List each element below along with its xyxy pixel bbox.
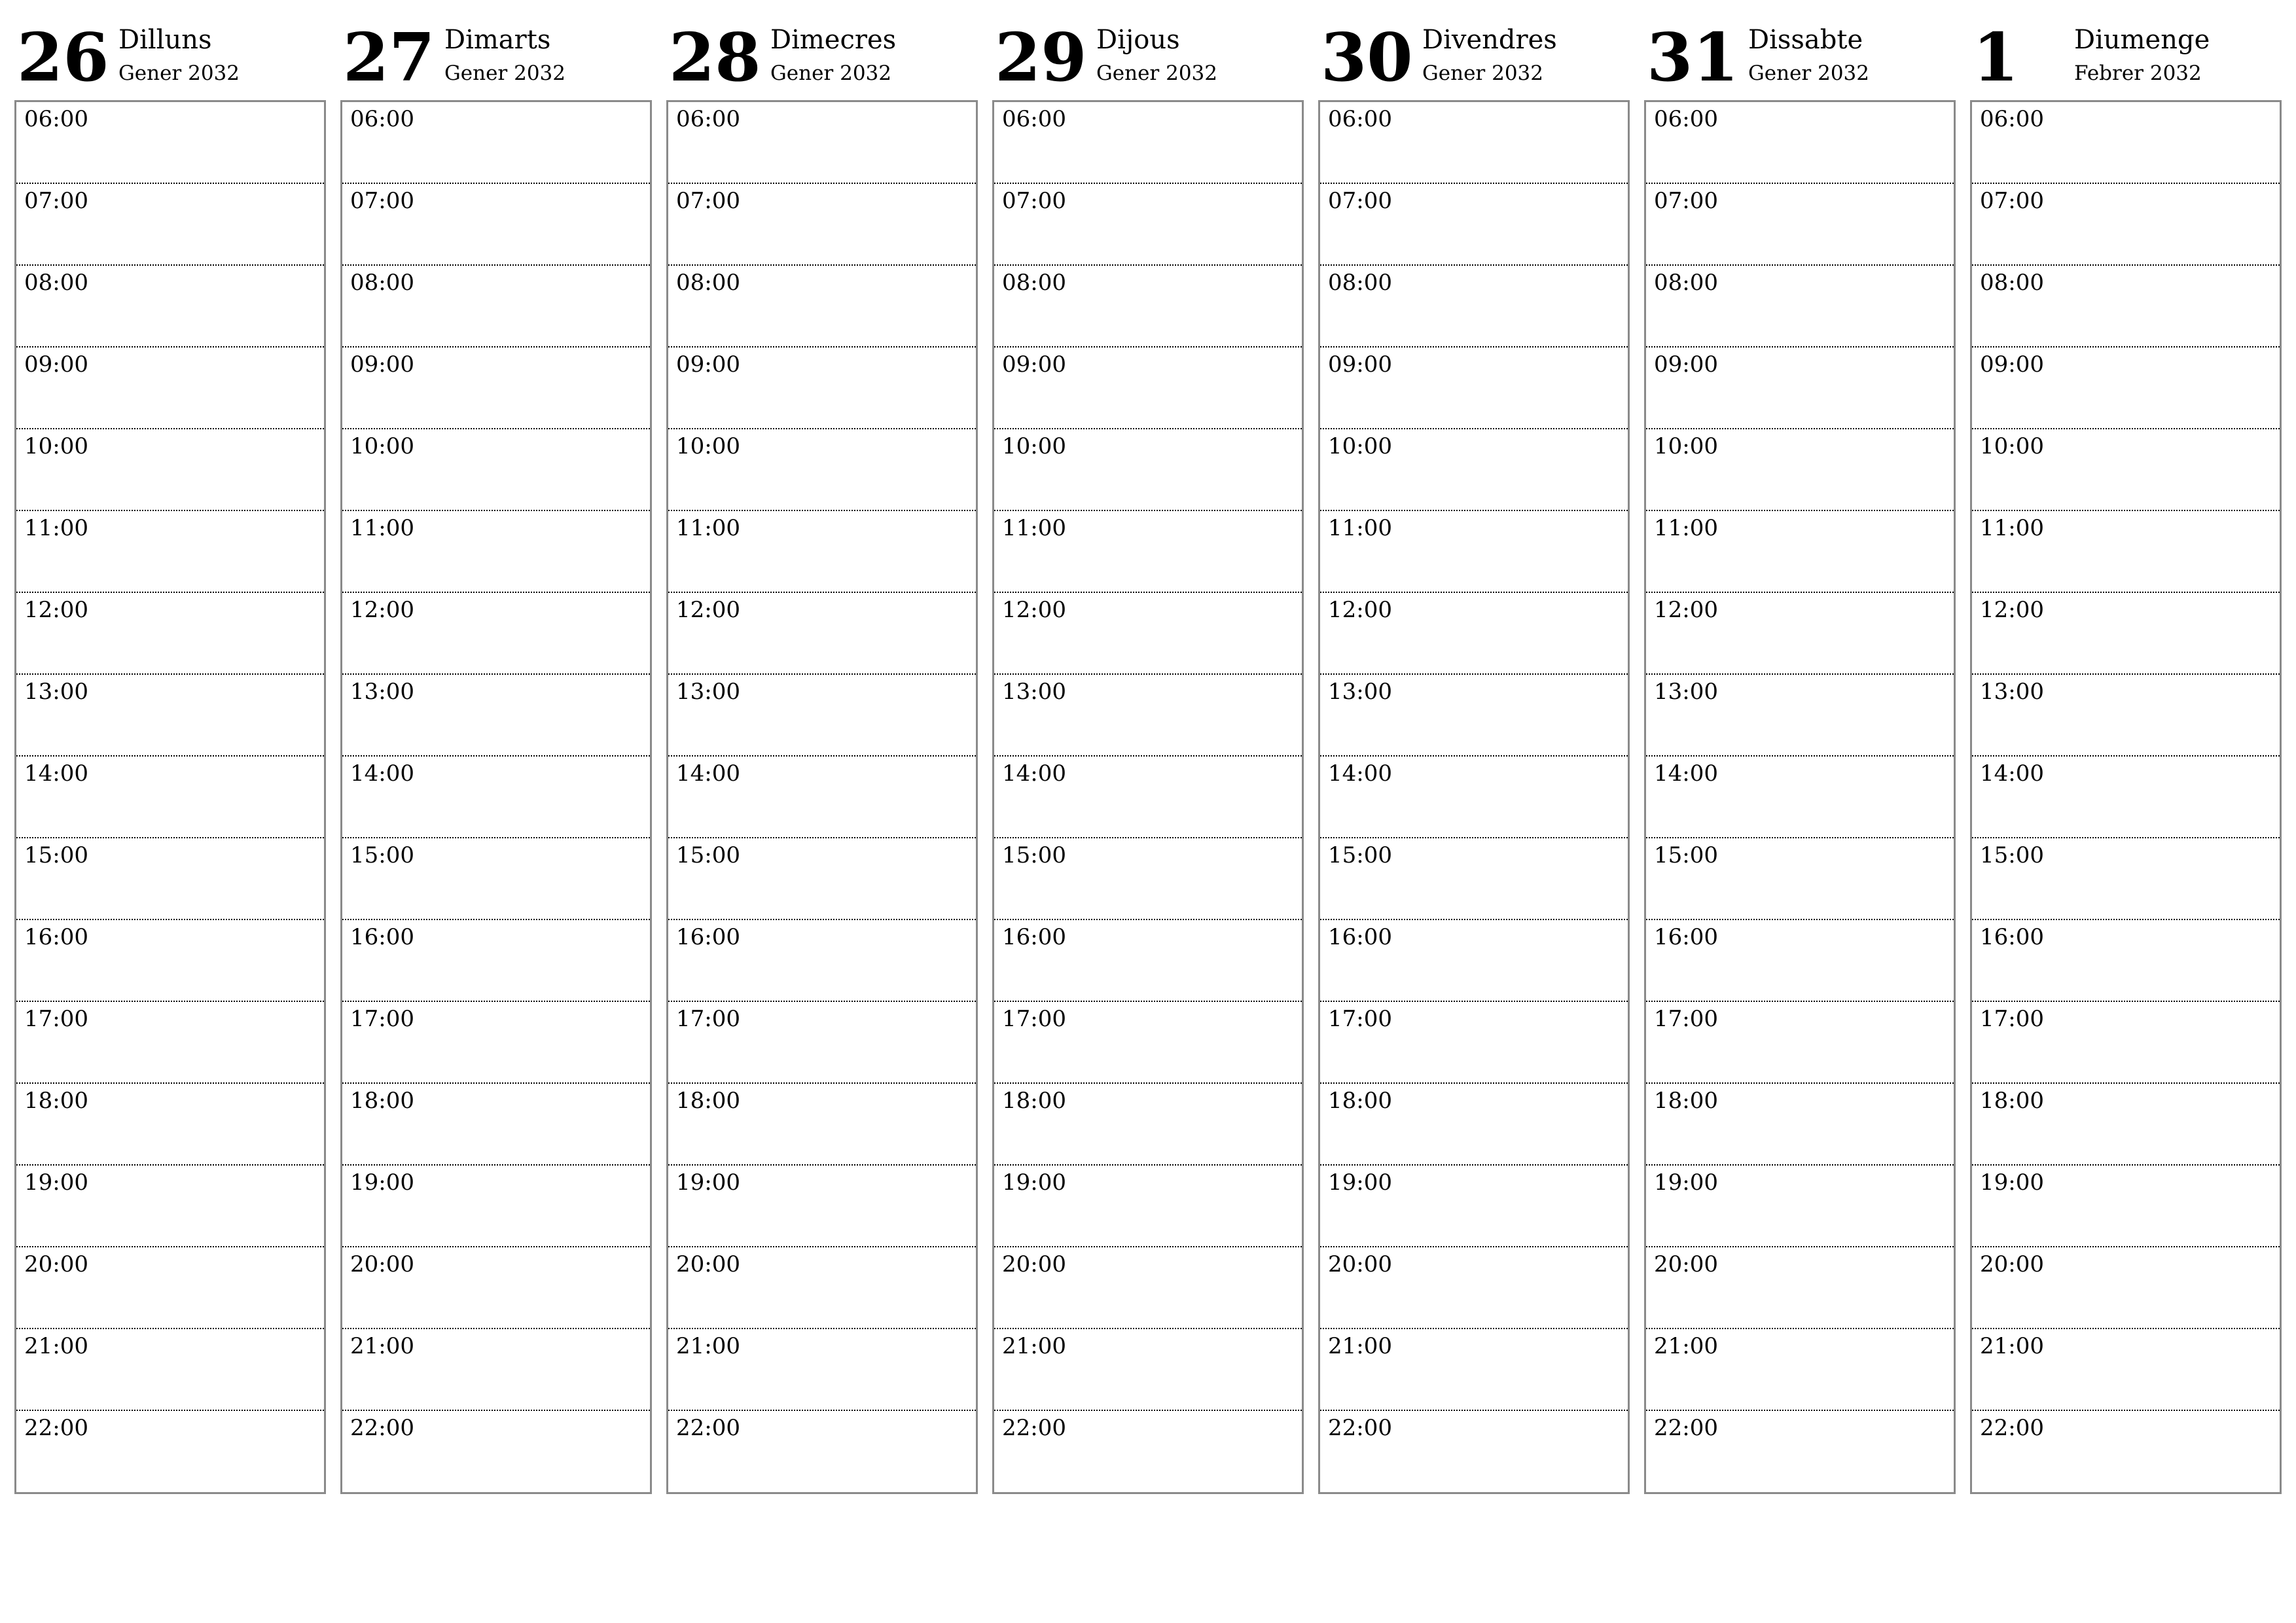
time-slot-label: 13:00 xyxy=(1654,679,1718,705)
time-slot-label: 07:00 xyxy=(676,188,740,214)
time-slot-label: 22:00 xyxy=(1980,1415,2044,1441)
time-slot[interactable] xyxy=(1646,1411,1954,1493)
time-slot-label: 13:00 xyxy=(1328,679,1392,705)
time-slot[interactable] xyxy=(16,1411,324,1493)
time-slot-label: 18:00 xyxy=(350,1088,414,1114)
time-slot-label: 10:00 xyxy=(676,433,740,459)
time-slot-label: 06:00 xyxy=(676,106,740,132)
day-schedule-box xyxy=(666,100,978,1494)
time-slot[interactable] xyxy=(994,593,1302,675)
time-slot-label: 15:00 xyxy=(24,842,88,868)
time-slot[interactable] xyxy=(342,1329,650,1411)
time-slot-label: 12:00 xyxy=(350,597,414,623)
time-slot-label: 19:00 xyxy=(350,1169,414,1196)
time-slot-label: 17:00 xyxy=(1002,1006,1066,1032)
time-slot-label: 10:00 xyxy=(1002,433,1066,459)
time-slot[interactable] xyxy=(1646,838,1954,920)
day-header xyxy=(995,18,1306,97)
time-slot-label: 13:00 xyxy=(350,679,414,705)
day-month: Gener 2032 xyxy=(118,62,240,85)
time-slot[interactable] xyxy=(1320,757,1628,838)
time-slot-label: 16:00 xyxy=(1002,924,1066,950)
time-slot[interactable] xyxy=(994,1002,1302,1084)
time-slot-label: 17:00 xyxy=(1328,1006,1392,1032)
time-slot-label: 17:00 xyxy=(1980,1006,2044,1032)
time-slot[interactable] xyxy=(1972,1002,2280,1084)
day-month: Febrer 2032 xyxy=(2074,62,2202,85)
time-slot[interactable] xyxy=(668,429,976,511)
time-slot[interactable] xyxy=(1646,1002,1954,1084)
time-slot-label: 10:00 xyxy=(1328,433,1392,459)
time-slot[interactable] xyxy=(668,348,976,429)
time-slot-label: 18:00 xyxy=(1002,1088,1066,1114)
time-slot-label: 14:00 xyxy=(676,760,740,787)
time-slot[interactable] xyxy=(342,1002,650,1084)
time-slot-label: 06:00 xyxy=(1002,106,1066,132)
time-slot-label: 06:00 xyxy=(1654,106,1718,132)
time-slot[interactable] xyxy=(1972,266,2280,348)
time-slot[interactable] xyxy=(1646,920,1954,1002)
time-slot[interactable] xyxy=(1972,838,2280,920)
time-slot-label: 19:00 xyxy=(1654,1169,1718,1196)
time-slot[interactable] xyxy=(668,838,976,920)
day-month: Gener 2032 xyxy=(444,62,565,85)
day-name: Dijous xyxy=(1096,25,1180,55)
time-slot[interactable] xyxy=(1972,184,2280,266)
time-slot-label: 20:00 xyxy=(1328,1251,1392,1277)
time-slot-label: 16:00 xyxy=(350,924,414,950)
time-slot-label: 20:00 xyxy=(350,1251,414,1277)
time-slot[interactable] xyxy=(342,266,650,348)
time-slot-label: 13:00 xyxy=(1002,679,1066,705)
time-slot[interactable] xyxy=(16,102,324,184)
time-slot[interactable] xyxy=(16,1329,324,1411)
time-slot[interactable] xyxy=(1320,511,1628,593)
time-slot[interactable] xyxy=(994,348,1302,429)
time-slot-label: 18:00 xyxy=(24,1088,88,1114)
time-slot[interactable] xyxy=(1972,920,2280,1002)
time-slot-label: 20:00 xyxy=(1654,1251,1718,1277)
time-slot-label: 12:00 xyxy=(676,597,740,623)
time-slot-label: 11:00 xyxy=(1980,515,2044,541)
time-slot[interactable] xyxy=(1646,1329,1954,1411)
time-slot[interactable] xyxy=(1320,1002,1628,1084)
time-slot-label: 13:00 xyxy=(676,679,740,705)
time-slot-label: 13:00 xyxy=(1980,679,2044,705)
day-name: Divendres xyxy=(1422,25,1557,55)
time-slot[interactable] xyxy=(668,1002,976,1084)
time-slot-label: 06:00 xyxy=(24,106,88,132)
time-slot[interactable] xyxy=(1320,1329,1628,1411)
time-slot-label: 22:00 xyxy=(1654,1415,1718,1441)
time-slot-label: 09:00 xyxy=(1654,351,1718,378)
time-slot-label: 20:00 xyxy=(24,1251,88,1277)
time-slot[interactable] xyxy=(668,1166,976,1247)
time-slot[interactable] xyxy=(1646,757,1954,838)
day-header xyxy=(1973,18,2284,97)
time-slot[interactable] xyxy=(1972,1247,2280,1329)
day-number: 28 xyxy=(669,18,761,96)
time-slot[interactable] xyxy=(16,266,324,348)
time-slot-label: 17:00 xyxy=(1654,1006,1718,1032)
time-slot[interactable] xyxy=(994,429,1302,511)
time-slot[interactable] xyxy=(994,675,1302,757)
time-slot-label: 13:00 xyxy=(24,679,88,705)
time-slot[interactable] xyxy=(668,102,976,184)
time-slot-label: 09:00 xyxy=(1328,351,1392,378)
time-slot[interactable] xyxy=(1320,1247,1628,1329)
time-slot-label: 22:00 xyxy=(1328,1415,1392,1441)
time-slot[interactable] xyxy=(16,675,324,757)
time-slot-label: 21:00 xyxy=(350,1333,414,1359)
day-month: Gener 2032 xyxy=(1096,62,1217,85)
time-slot-label: 17:00 xyxy=(350,1006,414,1032)
day-name: Diumenge xyxy=(2074,25,2210,55)
time-slot[interactable] xyxy=(994,1247,1302,1329)
time-slot[interactable] xyxy=(342,429,650,511)
time-slot-label: 14:00 xyxy=(24,760,88,787)
time-slot-label: 11:00 xyxy=(1654,515,1718,541)
time-slot[interactable] xyxy=(668,511,976,593)
time-slot[interactable] xyxy=(342,1166,650,1247)
time-slot[interactable] xyxy=(342,675,650,757)
time-slot[interactable] xyxy=(342,920,650,1002)
time-slot[interactable] xyxy=(994,920,1302,1002)
time-slot[interactable] xyxy=(16,1002,324,1084)
time-slot-label: 18:00 xyxy=(1328,1088,1392,1114)
time-slot-label: 07:00 xyxy=(1002,188,1066,214)
time-slot-label: 21:00 xyxy=(1002,1333,1066,1359)
time-slot-label: 15:00 xyxy=(350,842,414,868)
time-slot[interactable] xyxy=(1972,1084,2280,1166)
time-slot[interactable] xyxy=(994,266,1302,348)
time-slot[interactable] xyxy=(1972,348,2280,429)
day-month: Gener 2032 xyxy=(1422,62,1543,85)
time-slot[interactable] xyxy=(1972,429,2280,511)
time-slot[interactable] xyxy=(342,1247,650,1329)
time-slot-label: 07:00 xyxy=(1980,188,2044,214)
time-slot-label: 14:00 xyxy=(1654,760,1718,787)
time-slot[interactable] xyxy=(1320,184,1628,266)
time-slot[interactable] xyxy=(16,511,324,593)
day-month: Gener 2032 xyxy=(1748,62,1869,85)
time-slot-label: 09:00 xyxy=(1980,351,2044,378)
time-slot[interactable] xyxy=(16,184,324,266)
time-slot-label: 16:00 xyxy=(676,924,740,950)
time-slot-label: 07:00 xyxy=(350,188,414,214)
time-slot-label: 10:00 xyxy=(1654,433,1718,459)
time-slot-label: 06:00 xyxy=(350,106,414,132)
time-slot-label: 16:00 xyxy=(24,924,88,950)
time-slot[interactable] xyxy=(1972,511,2280,593)
time-slot[interactable] xyxy=(1320,593,1628,675)
time-slot[interactable] xyxy=(1320,675,1628,757)
time-slot[interactable] xyxy=(1320,1166,1628,1247)
time-slot[interactable] xyxy=(1972,102,2280,184)
time-slot-label: 19:00 xyxy=(1328,1169,1392,1196)
time-slot-label: 16:00 xyxy=(1654,924,1718,950)
time-slot[interactable] xyxy=(16,920,324,1002)
day-header xyxy=(343,18,655,97)
time-slot[interactable] xyxy=(668,184,976,266)
time-slot-label: 12:00 xyxy=(24,597,88,623)
time-slot-label: 12:00 xyxy=(1328,597,1392,623)
time-slot[interactable] xyxy=(1646,348,1954,429)
time-slot-label: 22:00 xyxy=(1002,1415,1066,1441)
time-slot[interactable] xyxy=(1320,266,1628,348)
time-slot[interactable] xyxy=(342,593,650,675)
time-slot[interactable] xyxy=(342,1084,650,1166)
time-slot-label: 19:00 xyxy=(676,1169,740,1196)
day-number: 31 xyxy=(1647,18,1739,96)
time-slot-label: 06:00 xyxy=(1328,106,1392,132)
time-slot-label: 09:00 xyxy=(1002,351,1066,378)
time-slot-label: 15:00 xyxy=(1328,842,1392,868)
time-slot[interactable] xyxy=(668,1411,976,1493)
time-slot[interactable] xyxy=(1972,757,2280,838)
time-slot-label: 08:00 xyxy=(1328,270,1392,296)
time-slot-label: 20:00 xyxy=(1002,1251,1066,1277)
time-slot-label: 08:00 xyxy=(1654,270,1718,296)
time-slot[interactable] xyxy=(1320,920,1628,1002)
time-slot[interactable] xyxy=(16,838,324,920)
time-slot[interactable] xyxy=(668,593,976,675)
day-number: 30 xyxy=(1321,18,1413,96)
time-slot[interactable] xyxy=(994,102,1302,184)
time-slot-label: 15:00 xyxy=(1654,842,1718,868)
time-slot[interactable] xyxy=(16,757,324,838)
time-slot[interactable] xyxy=(994,184,1302,266)
time-slot-label: 09:00 xyxy=(676,351,740,378)
time-slot-label: 06:00 xyxy=(1980,106,2044,132)
time-slot-label: 11:00 xyxy=(350,515,414,541)
time-slot-label: 12:00 xyxy=(1002,597,1066,623)
time-slot[interactable] xyxy=(342,838,650,920)
time-slot[interactable] xyxy=(16,348,324,429)
time-slot[interactable] xyxy=(668,675,976,757)
time-slot-label: 16:00 xyxy=(1980,924,2044,950)
time-slot-label: 08:00 xyxy=(350,270,414,296)
time-slot-label: 07:00 xyxy=(1654,188,1718,214)
time-slot[interactable] xyxy=(994,1411,1302,1493)
time-slot[interactable] xyxy=(1646,102,1954,184)
time-slot[interactable] xyxy=(994,838,1302,920)
time-slot[interactable] xyxy=(1646,1084,1954,1166)
time-slot-label: 18:00 xyxy=(1980,1088,2044,1114)
time-slot[interactable] xyxy=(16,429,324,511)
time-slot[interactable] xyxy=(1320,429,1628,511)
time-slot[interactable] xyxy=(668,1329,976,1411)
time-slot-label: 17:00 xyxy=(24,1006,88,1032)
time-slot-label: 12:00 xyxy=(1654,597,1718,623)
time-slot[interactable] xyxy=(1646,593,1954,675)
day-name: Dimecres xyxy=(770,25,897,55)
time-slot[interactable] xyxy=(342,757,650,838)
time-slot[interactable] xyxy=(16,1247,324,1329)
time-slot-label: 10:00 xyxy=(24,433,88,459)
time-slot[interactable] xyxy=(1646,675,1954,757)
time-slot-label: 09:00 xyxy=(24,351,88,378)
time-slot[interactable] xyxy=(1972,1166,2280,1247)
time-slot[interactable] xyxy=(1320,838,1628,920)
time-slot[interactable] xyxy=(668,1247,976,1329)
day-name: Dilluns xyxy=(118,25,212,55)
time-slot[interactable] xyxy=(16,1166,324,1247)
day-schedule-box xyxy=(1318,100,1630,1494)
time-slot-label: 11:00 xyxy=(1002,515,1066,541)
time-slot-label: 21:00 xyxy=(1328,1333,1392,1359)
time-slot[interactable] xyxy=(1646,1166,1954,1247)
time-slot[interactable] xyxy=(1972,1329,2280,1411)
time-slot[interactable] xyxy=(16,593,324,675)
time-slot-label: 16:00 xyxy=(1328,924,1392,950)
time-slot[interactable] xyxy=(994,1166,1302,1247)
time-slot[interactable] xyxy=(1972,1411,2280,1493)
time-slot-label: 09:00 xyxy=(350,351,414,378)
day-month: Gener 2032 xyxy=(770,62,891,85)
time-slot-label: 10:00 xyxy=(350,433,414,459)
day-header xyxy=(17,18,329,97)
time-slot-label: 12:00 xyxy=(1980,597,2044,623)
day-schedule-box xyxy=(992,100,1304,1494)
time-slot-label: 19:00 xyxy=(1002,1169,1066,1196)
time-slot-label: 08:00 xyxy=(1980,270,2044,296)
time-slot[interactable] xyxy=(994,1084,1302,1166)
time-slot-label: 19:00 xyxy=(24,1169,88,1196)
time-slot-label: 21:00 xyxy=(24,1333,88,1359)
time-slot-label: 20:00 xyxy=(676,1251,740,1277)
day-name: Dissabte xyxy=(1748,25,1863,55)
day-schedule-box xyxy=(14,100,326,1494)
time-slot[interactable] xyxy=(1320,1084,1628,1166)
day-number: 27 xyxy=(343,18,435,96)
time-slot-label: 14:00 xyxy=(1980,760,2044,787)
time-slot[interactable] xyxy=(1646,429,1954,511)
time-slot-label: 08:00 xyxy=(676,270,740,296)
time-slot-label: 21:00 xyxy=(1654,1333,1718,1359)
time-slot-label: 15:00 xyxy=(1002,842,1066,868)
time-slot-label: 22:00 xyxy=(24,1415,88,1441)
time-slot-label: 20:00 xyxy=(1980,1251,2044,1277)
time-slot[interactable] xyxy=(994,511,1302,593)
time-slot-label: 21:00 xyxy=(676,1333,740,1359)
time-slot-label: 11:00 xyxy=(1328,515,1392,541)
time-slot[interactable] xyxy=(1646,1247,1954,1329)
time-slot[interactable] xyxy=(1320,348,1628,429)
time-slot-label: 07:00 xyxy=(1328,188,1392,214)
time-slot-label: 15:00 xyxy=(676,842,740,868)
time-slot-label: 14:00 xyxy=(350,760,414,787)
time-slot[interactable] xyxy=(342,511,650,593)
time-slot[interactable] xyxy=(1320,102,1628,184)
time-slot-label: 21:00 xyxy=(1980,1333,2044,1359)
time-slot[interactable] xyxy=(1972,593,2280,675)
time-slot-label: 14:00 xyxy=(1002,760,1066,787)
time-slot-label: 14:00 xyxy=(1328,760,1392,787)
time-slot[interactable] xyxy=(1320,1411,1628,1493)
day-schedule-box xyxy=(1970,100,2282,1494)
time-slot-label: 19:00 xyxy=(1980,1169,2044,1196)
time-slot[interactable] xyxy=(1646,184,1954,266)
time-slot[interactable] xyxy=(994,1329,1302,1411)
time-slot[interactable] xyxy=(994,757,1302,838)
time-slot[interactable] xyxy=(668,920,976,1002)
day-number: 29 xyxy=(995,18,1087,96)
time-slot-label: 11:00 xyxy=(24,515,88,541)
day-schedule-box xyxy=(1644,100,1956,1494)
time-slot[interactable] xyxy=(1646,511,1954,593)
time-slot-label: 08:00 xyxy=(1002,270,1066,296)
day-schedule-box xyxy=(340,100,652,1494)
time-slot[interactable] xyxy=(16,1084,324,1166)
time-slot[interactable] xyxy=(668,266,976,348)
time-slot[interactable] xyxy=(668,1084,976,1166)
day-number: 1 xyxy=(1973,18,2019,96)
time-slot-label: 18:00 xyxy=(676,1088,740,1114)
time-slot[interactable] xyxy=(1646,266,1954,348)
time-slot[interactable] xyxy=(342,102,650,184)
day-header xyxy=(1647,18,1958,97)
time-slot-label: 18:00 xyxy=(1654,1088,1718,1114)
time-slot-label: 22:00 xyxy=(676,1415,740,1441)
day-number: 26 xyxy=(17,18,109,96)
time-slot[interactable] xyxy=(1972,675,2280,757)
time-slot[interactable] xyxy=(342,348,650,429)
time-slot[interactable] xyxy=(342,1411,650,1493)
time-slot-label: 15:00 xyxy=(1980,842,2044,868)
time-slot-label: 08:00 xyxy=(24,270,88,296)
time-slot-label: 10:00 xyxy=(1980,433,2044,459)
day-header xyxy=(1321,18,1632,97)
time-slot[interactable] xyxy=(342,184,650,266)
day-name: Dimarts xyxy=(444,25,551,55)
time-slot-label: 22:00 xyxy=(350,1415,414,1441)
time-slot-label: 17:00 xyxy=(676,1006,740,1032)
time-slot-label: 07:00 xyxy=(24,188,88,214)
time-slot-label: 11:00 xyxy=(676,515,740,541)
time-slot[interactable] xyxy=(668,757,976,838)
day-header xyxy=(669,18,980,97)
